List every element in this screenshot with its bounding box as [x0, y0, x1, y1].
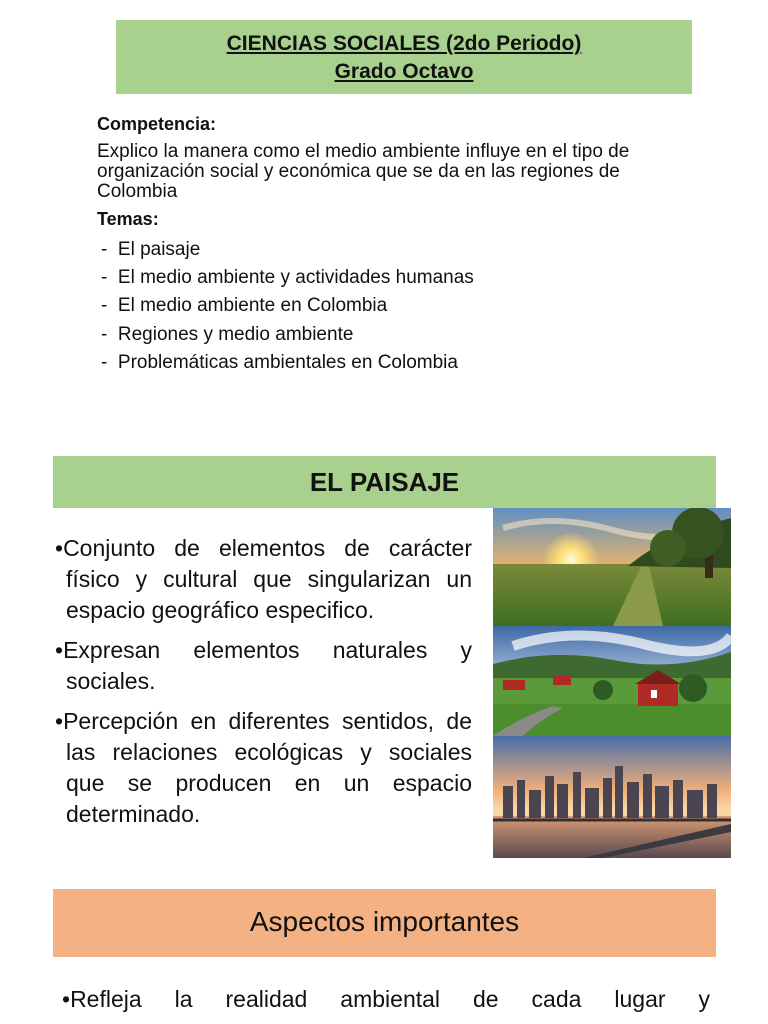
- paisaje-bullets: [55, 533, 472, 839]
- list-item: - El medio ambiente y actividades humanas: [101, 264, 474, 292]
- list-item: - Regiones y medio ambiente: [101, 321, 474, 349]
- landscape-photo-stack: [493, 508, 731, 858]
- bullet-item: • Expresan elementos naturales y sociales.: [55, 635, 472, 697]
- list-item: - El paisaje: [101, 236, 474, 264]
- section-title-aspectos: Aspectos importantes: [53, 889, 716, 957]
- aspectos-first-bullet: • Refleja la realidad ambiental de cada lugar y: [62, 984, 710, 1015]
- competencia-text: Explico la manera como el medio ambiente influye en el tipo de organización social y económica que se da en las regiones de Colombia: [97, 141, 630, 202]
- section-title-paisaje: EL PAISAJE: [53, 456, 716, 508]
- field-sunset-image: [493, 508, 731, 626]
- title-subject: CIENCIAS SOCIALES (2do Periodo): [226, 32, 582, 55]
- bullet-item: • Percepción en diferentes sentidos, de las relaciones ecológicas y sociales que se producen en un espacio determinado.: [55, 706, 472, 830]
- document-title-box: [116, 20, 692, 94]
- title-grade: Grado Octavo: [334, 60, 474, 83]
- bullet-item: • Conjunto de elementos de carácter físico y cultural que singularizan un espacio geográfico especifico.: [55, 533, 472, 626]
- city-skyline-image: [493, 736, 731, 858]
- temas-label: Temas:: [97, 209, 159, 229]
- temas-list: [101, 236, 474, 377]
- list-item: - El medio ambiente en Colombia: [101, 292, 474, 320]
- countryside-farm-image: [493, 626, 731, 736]
- competencia-label: Competencia:: [97, 114, 217, 134]
- list-item: - Problemáticas ambientales en Colombia: [101, 349, 474, 377]
